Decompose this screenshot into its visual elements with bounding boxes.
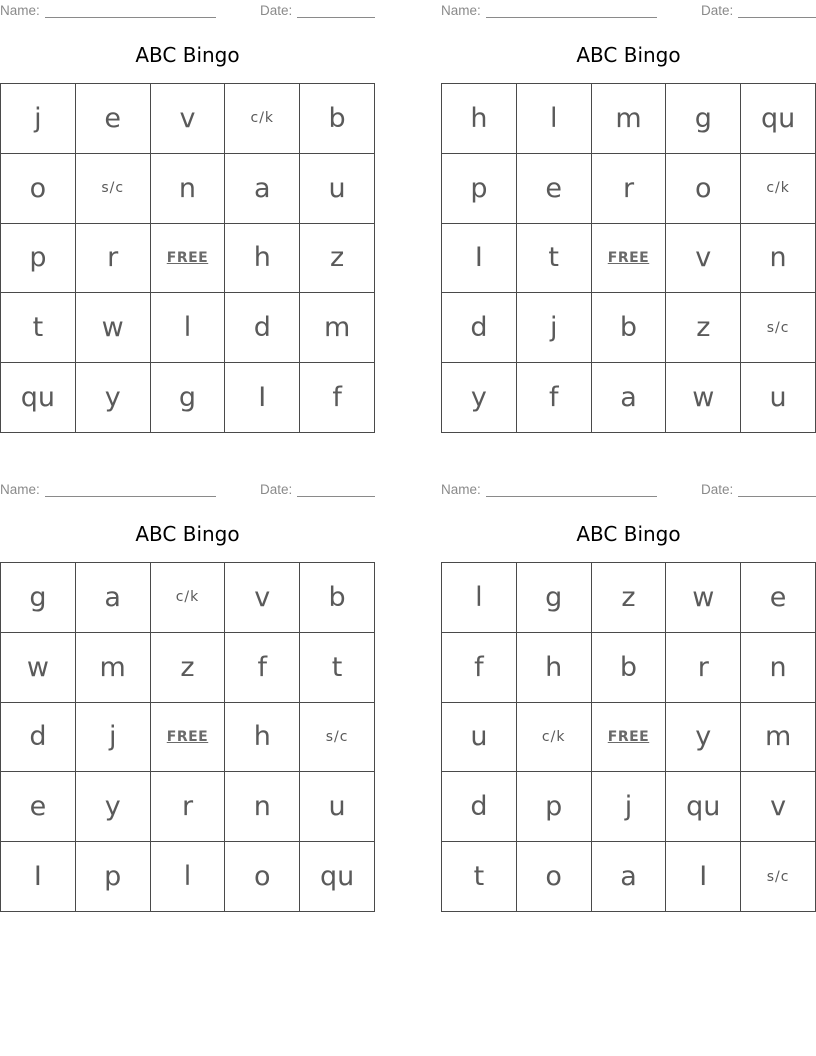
bingo-cell: d [442,772,517,842]
bingo-cell: g [666,84,741,154]
bingo-cell: u [741,363,816,433]
bingo-cell: m [300,293,375,363]
bingo-cell: qu [741,84,816,154]
bingo-cell: s/c [300,703,375,773]
bingo-cell: t [517,224,592,294]
bingo-cell: e [76,84,151,154]
bingo-cell: u [442,703,517,773]
bingo-grid [441,83,816,433]
bingo-cell: p [1,224,76,294]
bingo-cell: y [76,363,151,433]
name-label: Name: [441,3,481,18]
name-label: Name: [0,482,40,497]
bingo-cell: m [741,703,816,773]
bingo-cell: z [151,633,226,703]
bingo-cell: b [300,563,375,633]
bingo-cell: s/c [76,154,151,224]
name-blank-line [486,496,657,497]
bingo-cell: g [1,563,76,633]
bingo-cell: l [517,84,592,154]
name-blank-line [45,496,216,497]
bingo-cell: r [666,633,741,703]
bingo-cell: l [442,563,517,633]
bingo-grid [0,83,375,433]
bingo-cell: h [225,224,300,294]
date-label: Date: [260,3,293,18]
bingo-cell: g [151,363,226,433]
card-header [0,482,375,498]
bingo-cell: I [666,842,741,912]
bingo-cell: p [517,772,592,842]
bingo-cell: j [517,293,592,363]
bingo-cell: y [76,772,151,842]
bingo-cell: m [592,84,667,154]
bingo-cell: v [741,772,816,842]
free-space-cell: FREE [592,224,667,294]
bingo-cell: w [666,363,741,433]
bingo-cell: c/k [151,563,226,633]
bingo-cell: I [225,363,300,433]
bingo-card-2 [441,0,816,432]
bingo-cell: w [666,563,741,633]
bingo-cell: f [442,633,517,703]
bingo-cell: g [517,563,592,633]
bingo-cell: f [300,363,375,433]
date-label: Date: [701,3,734,18]
free-space-cell: FREE [151,224,226,294]
bingo-cell: u [300,154,375,224]
bingo-cell: a [592,842,667,912]
bingo-cell: m [76,633,151,703]
bingo-cell: l [151,842,226,912]
bingo-grid [441,562,816,912]
bingo-cell: t [300,633,375,703]
free-space-cell: FREE [592,703,667,773]
bingo-cell: l [151,293,226,363]
card-title: ABC Bingo [135,522,240,546]
bingo-cell: v [151,84,226,154]
bingo-cell: z [300,224,375,294]
bingo-cell: d [1,703,76,773]
bingo-cell: t [1,293,76,363]
card-header [441,3,816,19]
bingo-cell: u [300,772,375,842]
bingo-cell: qu [300,842,375,912]
bingo-cell: h [225,703,300,773]
bingo-cell: y [442,363,517,433]
bingo-card-3 [0,479,375,911]
card-title: ABC Bingo [135,43,240,67]
bingo-cell: o [225,842,300,912]
bingo-cell: b [592,633,667,703]
bingo-cell: e [1,772,76,842]
card-header [441,482,816,498]
bingo-cell: n [741,633,816,703]
bingo-card-4 [441,479,816,911]
name-label: Name: [0,3,40,18]
bingo-cell: o [1,154,76,224]
bingo-cell: p [442,154,517,224]
bingo-cell: j [1,84,76,154]
bingo-cell: b [592,293,667,363]
bingo-cell: s/c [741,293,816,363]
date-label: Date: [701,482,734,497]
bingo-cell: s/c [741,842,816,912]
date-blank-line [297,496,375,497]
bingo-cell: r [151,772,226,842]
bingo-cell: a [225,154,300,224]
bingo-cell: I [442,224,517,294]
bingo-cell: n [225,772,300,842]
bingo-cell: qu [666,772,741,842]
card-title: ABC Bingo [576,43,681,67]
bingo-cell: o [517,842,592,912]
bingo-cell: r [76,224,151,294]
bingo-grid [0,562,375,912]
name-label: Name: [441,482,481,497]
bingo-cell: b [300,84,375,154]
bingo-cell: d [225,293,300,363]
bingo-cell: c/k [517,703,592,773]
date-blank-line [738,17,816,18]
date-blank-line [738,496,816,497]
bingo-cell: f [225,633,300,703]
bingo-cell: e [741,563,816,633]
bingo-cell: n [741,224,816,294]
bingo-cell: j [76,703,151,773]
bingo-cell: e [517,154,592,224]
bingo-cell: j [592,772,667,842]
bingo-cell: z [592,563,667,633]
bingo-cell: f [517,363,592,433]
bingo-cell: t [442,842,517,912]
bingo-cell: c/k [225,84,300,154]
date-label: Date: [260,482,293,497]
bingo-cell: z [666,293,741,363]
bingo-cell: v [225,563,300,633]
bingo-cell: r [592,154,667,224]
bingo-cell: qu [1,363,76,433]
bingo-cell: w [76,293,151,363]
bingo-cell: h [442,84,517,154]
bingo-cell: h [517,633,592,703]
bingo-cell: v [666,224,741,294]
bingo-cell: a [76,563,151,633]
bingo-cell: d [442,293,517,363]
card-header [0,3,375,19]
bingo-cell: a [592,363,667,433]
bingo-cell: w [1,633,76,703]
bingo-cell: o [666,154,741,224]
bingo-cell: y [666,703,741,773]
bingo-cell: p [76,842,151,912]
date-blank-line [297,17,375,18]
name-blank-line [45,17,216,18]
card-title: ABC Bingo [576,522,681,546]
name-blank-line [486,17,657,18]
bingo-cell: n [151,154,226,224]
bingo-cell: c/k [741,154,816,224]
bingo-card-1 [0,0,375,432]
bingo-cell: I [1,842,76,912]
free-space-cell: FREE [151,703,226,773]
